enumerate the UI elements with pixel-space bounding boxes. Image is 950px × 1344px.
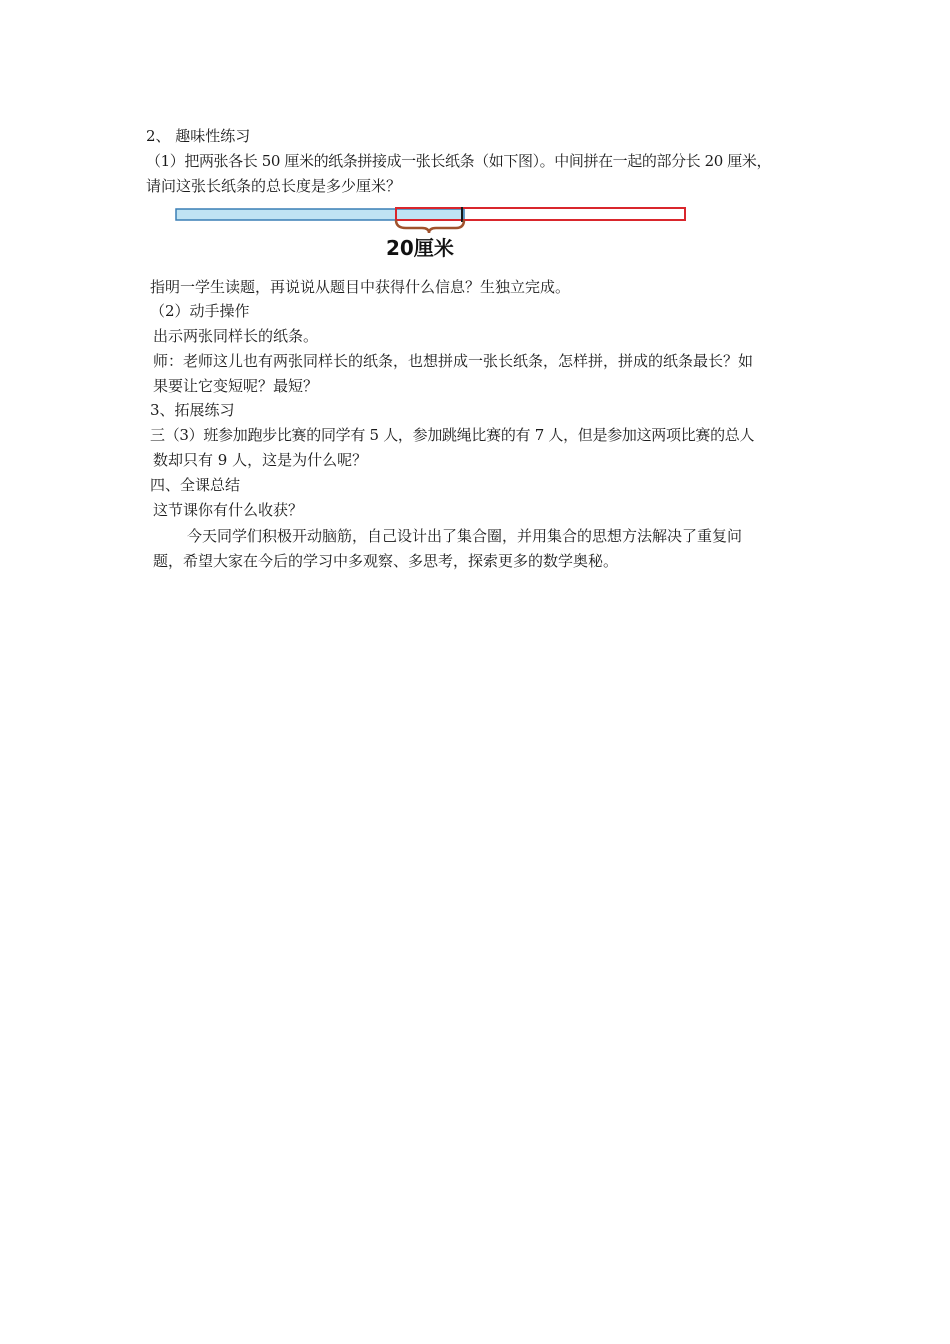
- question-1-line-1: （1）把两张各长 50 厘米的纸条拼接成一张长纸条（如下图）。中间拼在一起的部分长 20 厘米，: [146, 152, 772, 170]
- teacher-line-2: 果要让它变短呢？最短？: [153, 377, 319, 395]
- summary-paragraph-line-2: 题，希望大家在今后的学习中多观察、多思考，探索更多的数学奥秘。: [153, 552, 619, 570]
- overlap-brace: [396, 220, 464, 233]
- paper-strip-figure: [160, 200, 705, 262]
- show-strips-line: 出示两张同样长的纸条。: [153, 327, 319, 345]
- teacher-line-1: 师：老师这儿也有两张同样长的纸条，也想拼成一张长纸条，怎样拼，拼成的纸条最长？如: [153, 352, 754, 370]
- summary-question: 这节课你有什么收获？: [153, 501, 304, 519]
- question-1-line-2: 请问这张长纸条的总长度是多少厘米？: [146, 177, 402, 195]
- extension-problem-line-2: 数却只有 9 人，这是为什么呢？: [153, 451, 368, 469]
- summary-paragraph-line-1: 今天同学们积极开动脑筋，自己设计出了集合圈，并用集合的思想方法解决了重复问: [187, 527, 743, 545]
- question-2-heading: （2）动手操作: [150, 302, 250, 320]
- section-heading-summary: 四、全课总结: [150, 476, 241, 494]
- overlap-length-label: 20厘米: [386, 236, 454, 260]
- instruction-read-question: 指明一学生读题，再说说从题目中获得什么信息？生独立完成。: [150, 278, 571, 296]
- section-heading-fun-practice: 2、 趣味性练习: [146, 127, 251, 145]
- extension-problem-line-1: 三（3）班参加跑步比赛的同学有 5 人，参加跳绳比赛的有 7 人，但是参加这两项比赛的总人: [150, 426, 755, 444]
- paper-strip-left: [176, 209, 464, 220]
- section-heading-extension: 3、拓展练习: [150, 401, 235, 419]
- paper-strip-diagram: [160, 200, 705, 262]
